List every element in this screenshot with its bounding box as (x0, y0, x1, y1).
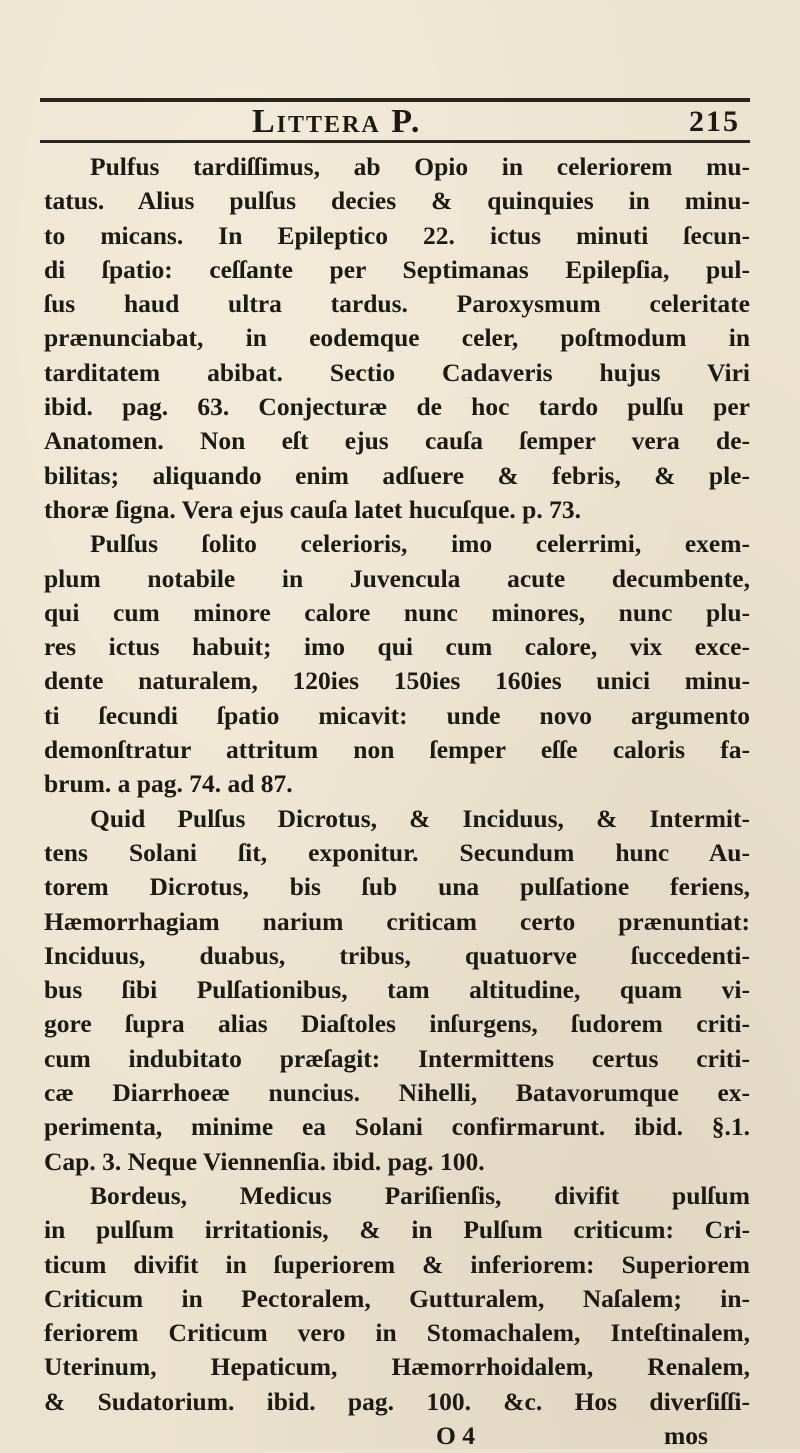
text-line: ticum divifit in ſuperiorem & inferiorem: Superiorem (44, 1249, 750, 1279)
text-line: thoræ ſigna. Vera ejus cauſa latet hucuſque. p. 73. (44, 494, 581, 524)
text-line: Cap. 3. Neque Viennenſia. ibid. pag. 100. (44, 1146, 485, 1176)
text-line: tens Solani ſit, exponitur. Secundum hunc Au- (44, 837, 750, 867)
text-line: perimenta, minime ea Solani confirmarunt. ibid. §.1. (44, 1112, 750, 1142)
text-line: Uterinum, Hepaticum, Hæmorrhoidalem, Renalem, (44, 1352, 750, 1382)
running-head: Littera P. (252, 103, 422, 140)
text-line: plum notabile in Juvencula acute decumbente, (44, 563, 750, 593)
text-line: in pulſum irritationis, & in Pulſum criticum: Cri- (44, 1215, 750, 1245)
text-line: tarditatem abibat. Sectio Cadaveris hujus Viri (44, 357, 750, 387)
catchword-line (44, 1419, 750, 1453)
text-line: Pulſus ſolito celerioris, imo celerrimi, exem- (90, 529, 750, 559)
text-line: feriorem Criticum vero in Stomachalem, Inteſtinalem, (44, 1318, 750, 1348)
text-line: Bordeus, Medicus Pariſienſis, divifit pulſum (90, 1180, 750, 1210)
text-line: di ſpatio: ceſſante per Septimanas Epilepſia, pul- (44, 254, 750, 284)
text-line: Pulfus tardiſſimus, ab Opio in celeriorem mu- (90, 152, 750, 181)
header-underline-rule (40, 140, 750, 143)
text-line: cum indubitato præſagit: Intermittens certus criti- (44, 1043, 750, 1073)
text-line: & Sudatorium. ibid. pag. 100. &c. Hos diverſiſſi- (44, 1386, 750, 1416)
signature-mark: O 4 (436, 1420, 475, 1450)
text-line: bilitas; aliquando enim adſuere & febris, & ple- (44, 460, 750, 490)
text-line: dente naturalem, 120ies 150ies 160ies unici minu- (44, 666, 750, 696)
page-number: 215 (689, 105, 740, 138)
text-line: ſus haud ultra tardus. Paroxysmum celeritate (44, 289, 750, 319)
text-line: Anatomen. Non eſt ejus cauſa ſemper vera de- (44, 426, 750, 456)
text-line: brum. a pag. 74. ad 87. (44, 769, 293, 799)
text-line: bus ſibi Pulſationibus, tam altitudine, quam vi- (44, 975, 750, 1005)
text-line: ibid. pag. 63. Conjecturæ de hoc tardo pulſu per (44, 392, 750, 422)
text-line: Criticum in Pectoralem, Gutturalem, Naſalem; in- (44, 1283, 750, 1313)
page-header (40, 104, 750, 140)
header-rule (40, 98, 750, 102)
body-text (44, 150, 750, 1453)
text-line: ti ſecundi ſpatio micavit: unde novo argumento (44, 700, 750, 730)
text-line: qui cum minore calore nunc minores, nunc plu- (44, 597, 750, 627)
text-line: res ictus habuit; imo qui cum calore, vix exce- (44, 632, 750, 662)
text-line: cæ Diarrhoeæ nuncius. Nihelli, Batavorumque ex- (44, 1078, 750, 1108)
text-line: torem Dicrotus, bis ſub una pulſatione feriens, (44, 872, 750, 902)
text-line: demonſtratur attritum non ſemper eſſe caloris fa- (44, 735, 750, 765)
text-line: gore ſupra alias Diaſtoles inſurgens, ſudorem criti- (44, 1009, 750, 1039)
text-line: Quid Pulſus Dicrotus, & Inciduus, & Intermit- (90, 803, 750, 833)
text-line: prænunciabat, in eodemque celer, poſtmodum in (44, 323, 750, 353)
catchword: mos (664, 1420, 708, 1450)
text-line: tatus. Alius pulſus decies & quinquies in minu- (44, 186, 750, 216)
text-line: Hæmorrhagiam narium criticam certo prænuntiat: (44, 906, 750, 936)
text-line: Inciduus, duabus, tribus, quatuorve ſuccedenti- (44, 940, 750, 970)
text-line: to micans. In Epileptico 22. ictus minuti ſecun- (44, 220, 750, 250)
